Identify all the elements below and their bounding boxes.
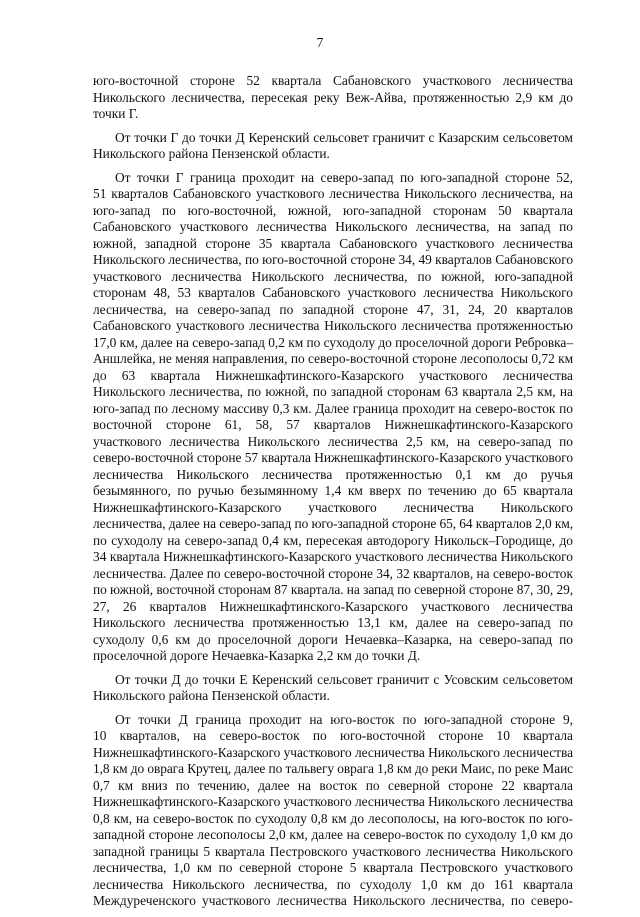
text-line: по южной, восточной сторонам 87 квартала. на запад по северной стороне 87, 30, 29,: [93, 582, 574, 597]
text-line: 17,0 км, далее на северо-запад 0,2 км по суходолу до проселочной дороги Ребровка–: [93, 334, 574, 350]
text-line: юго-запад по юго-восточной, южной, юго-западной сторонам 50 квартала: [93, 202, 573, 218]
text-line: Нижнешкафтинского-Казарского участкового лесничества Никольского: [93, 499, 573, 515]
text-line: проселочной дороге Нечаевка-Казарка 2,2 км до точки Д.: [93, 648, 421, 663]
text-line: участкового лесничества Никольского лесничества, по южной, юго-западной: [93, 268, 573, 284]
text-line: сторонам 48, 53 кварталов Сабановского участкового лесничества Никольского: [93, 285, 573, 300]
text-line: западной стороне лесополосы 2,0 км, далее на северо-восток по суходолу 1,0 км до: [93, 827, 573, 842]
text-line: Никольского района Пензенской области.: [93, 146, 330, 161]
text-line: 1,8 км до оврага Крутец, далее по тальвегу оврага 1,8 км до реки Маис, по реке Маис: [93, 761, 574, 776]
text-line: безымянного, по ручью безымянному 1,4 км вверх по течению до 65 квартала: [93, 483, 573, 498]
text-line: лесничества, 1,0 км по северной стороне 5 квартала Пестровского участкового: [93, 860, 573, 875]
text-line: юго-запад по лесному массиву 0,3 км. Далее граница проходит на северо-восток по: [93, 400, 573, 416]
document-body: [93, 73, 573, 917]
paragraph: [93, 130, 573, 163]
text-line: точки Г.: [93, 106, 139, 121]
text-line: юго-восточной стороне 52 квартала Сабановского участкового лесничества: [93, 73, 573, 88]
text-line: по суходолу на северо-запад 0,4 км, пересекая автодорогу Никольск–Городище, до: [93, 532, 573, 548]
text-line: От точки Д граница проходит на юго-восток по юго-западной стороне 9,: [115, 711, 573, 727]
text-line: лесничества Никольского лесничества протяженностью 0,1 км до ручья: [93, 466, 573, 482]
text-line: суходолу 0,6 км до проселочной дороги Нечаевка–Казарка, на северо-запад по: [93, 631, 573, 647]
text-line: 27, 26 кварталов Нижнешкафтинского-Казарского участкового лесничества: [93, 598, 573, 614]
text-line: лесничества. Далее по северо-восточной стороне 34, 32 кварталов, на северо-восток: [93, 565, 573, 581]
paragraph: [93, 170, 573, 665]
text-line: до 63 квартала Нижнешкафтинского-Казарского участкового лесничества: [93, 367, 573, 383]
text-line: 34 квартала Нижнешкафтинского-Казарского участкового лесничества Никольского: [93, 549, 573, 564]
text-line: лесничества Никольского лесничества, по суходолу 1,0 км до 161 квартала: [93, 876, 573, 892]
text-line: 0,7 км вниз по течению, далее на восток по северной стороне 22 квартала: [93, 777, 573, 793]
page-number: 7: [316, 35, 324, 50]
text-line: лесничества, на северо-запад по западной стороне 47, 31, 24, 20 кварталов: [93, 301, 573, 317]
text-line: От точки Г граница проходит на северо-запад по юго-западной стороне 52,: [115, 169, 573, 185]
text-line: Нижнешкафтинского-Казарского участкового лесничества Никольского лесничества: [93, 794, 574, 809]
text-line: Никольского лесничества, пересекая реку Веж-Айва, протяженностью 2,9 км до: [93, 89, 573, 105]
text-line: Сабановского участкового лесничества Никольского лесничества, на запад по: [93, 219, 573, 234]
text-line: Сабановского участкового лесничества Никольского лесничества протяженностью: [93, 318, 573, 333]
text-line: 10 кварталов, на северо-восток по юго-восточной стороне 10 квартала: [93, 728, 573, 743]
text-line: Никольского района Пензенской области.: [93, 688, 330, 703]
text-line: северо-восточной стороне 57 квартала Нижнешкафтинского-Казарского участкового: [93, 450, 574, 465]
paragraph: [93, 672, 573, 705]
text-line: От точки Г до точки Д Керенский сельсовет граничит с Казарским сельсоветом: [115, 129, 573, 145]
text-line: Никольского лесничества, по юго-восточной стороне 34, 49 кварталов Сабановского: [93, 252, 574, 267]
text-line: Никольского лесничества, по южной, по западной сторонам 63 квартала 2,5 км, на: [93, 384, 573, 399]
text-line: западной границы 5 квартала Пестровского участкового лесничества Никольского: [93, 843, 573, 859]
text-line: лесничества, далее на северо-запад по юго-западной стороне 65, 64 кварталов 2,0 км,: [93, 516, 573, 531]
text-line: участкового лесничества Никольского лесничества 2,5 км, на северо-запад по: [93, 433, 573, 449]
text-line: 0,8 км, на северо-восток по суходолу 0,8 км до лесополосы, на юго-восток по юго-: [93, 810, 573, 826]
text-line: Нижнешкафтинского-Казарского участкового лесничества Никольского лесничества: [93, 744, 574, 760]
text-line: южной, западной стороне 35 квартала Сабановского участкового лесничества: [93, 235, 573, 251]
paragraph: [93, 73, 573, 123]
text-line: От точки Д до точки Е Керенский сельсовет граничит с Усовским сельсоветом: [115, 671, 573, 687]
text-line: восточной стороне 61, 58, 57 кварталов Нижнешкафтинского-Казарского: [93, 417, 573, 432]
text-line: Аншлейка, не меняя направления, по северо-восточной стороне лесополосы 0,72 км: [93, 351, 574, 366]
text-line: 51 кварталов Сабановского участкового лесничества Никольского лесничества, на: [93, 186, 573, 201]
text-line: Междуреченского участкового лесничества Никольского лесничества, по северо-: [93, 893, 573, 908]
text-line: Никольского лесничества протяженностью 13,1 км, далее на северо-запад по: [93, 615, 573, 630]
paragraph: [93, 712, 573, 910]
